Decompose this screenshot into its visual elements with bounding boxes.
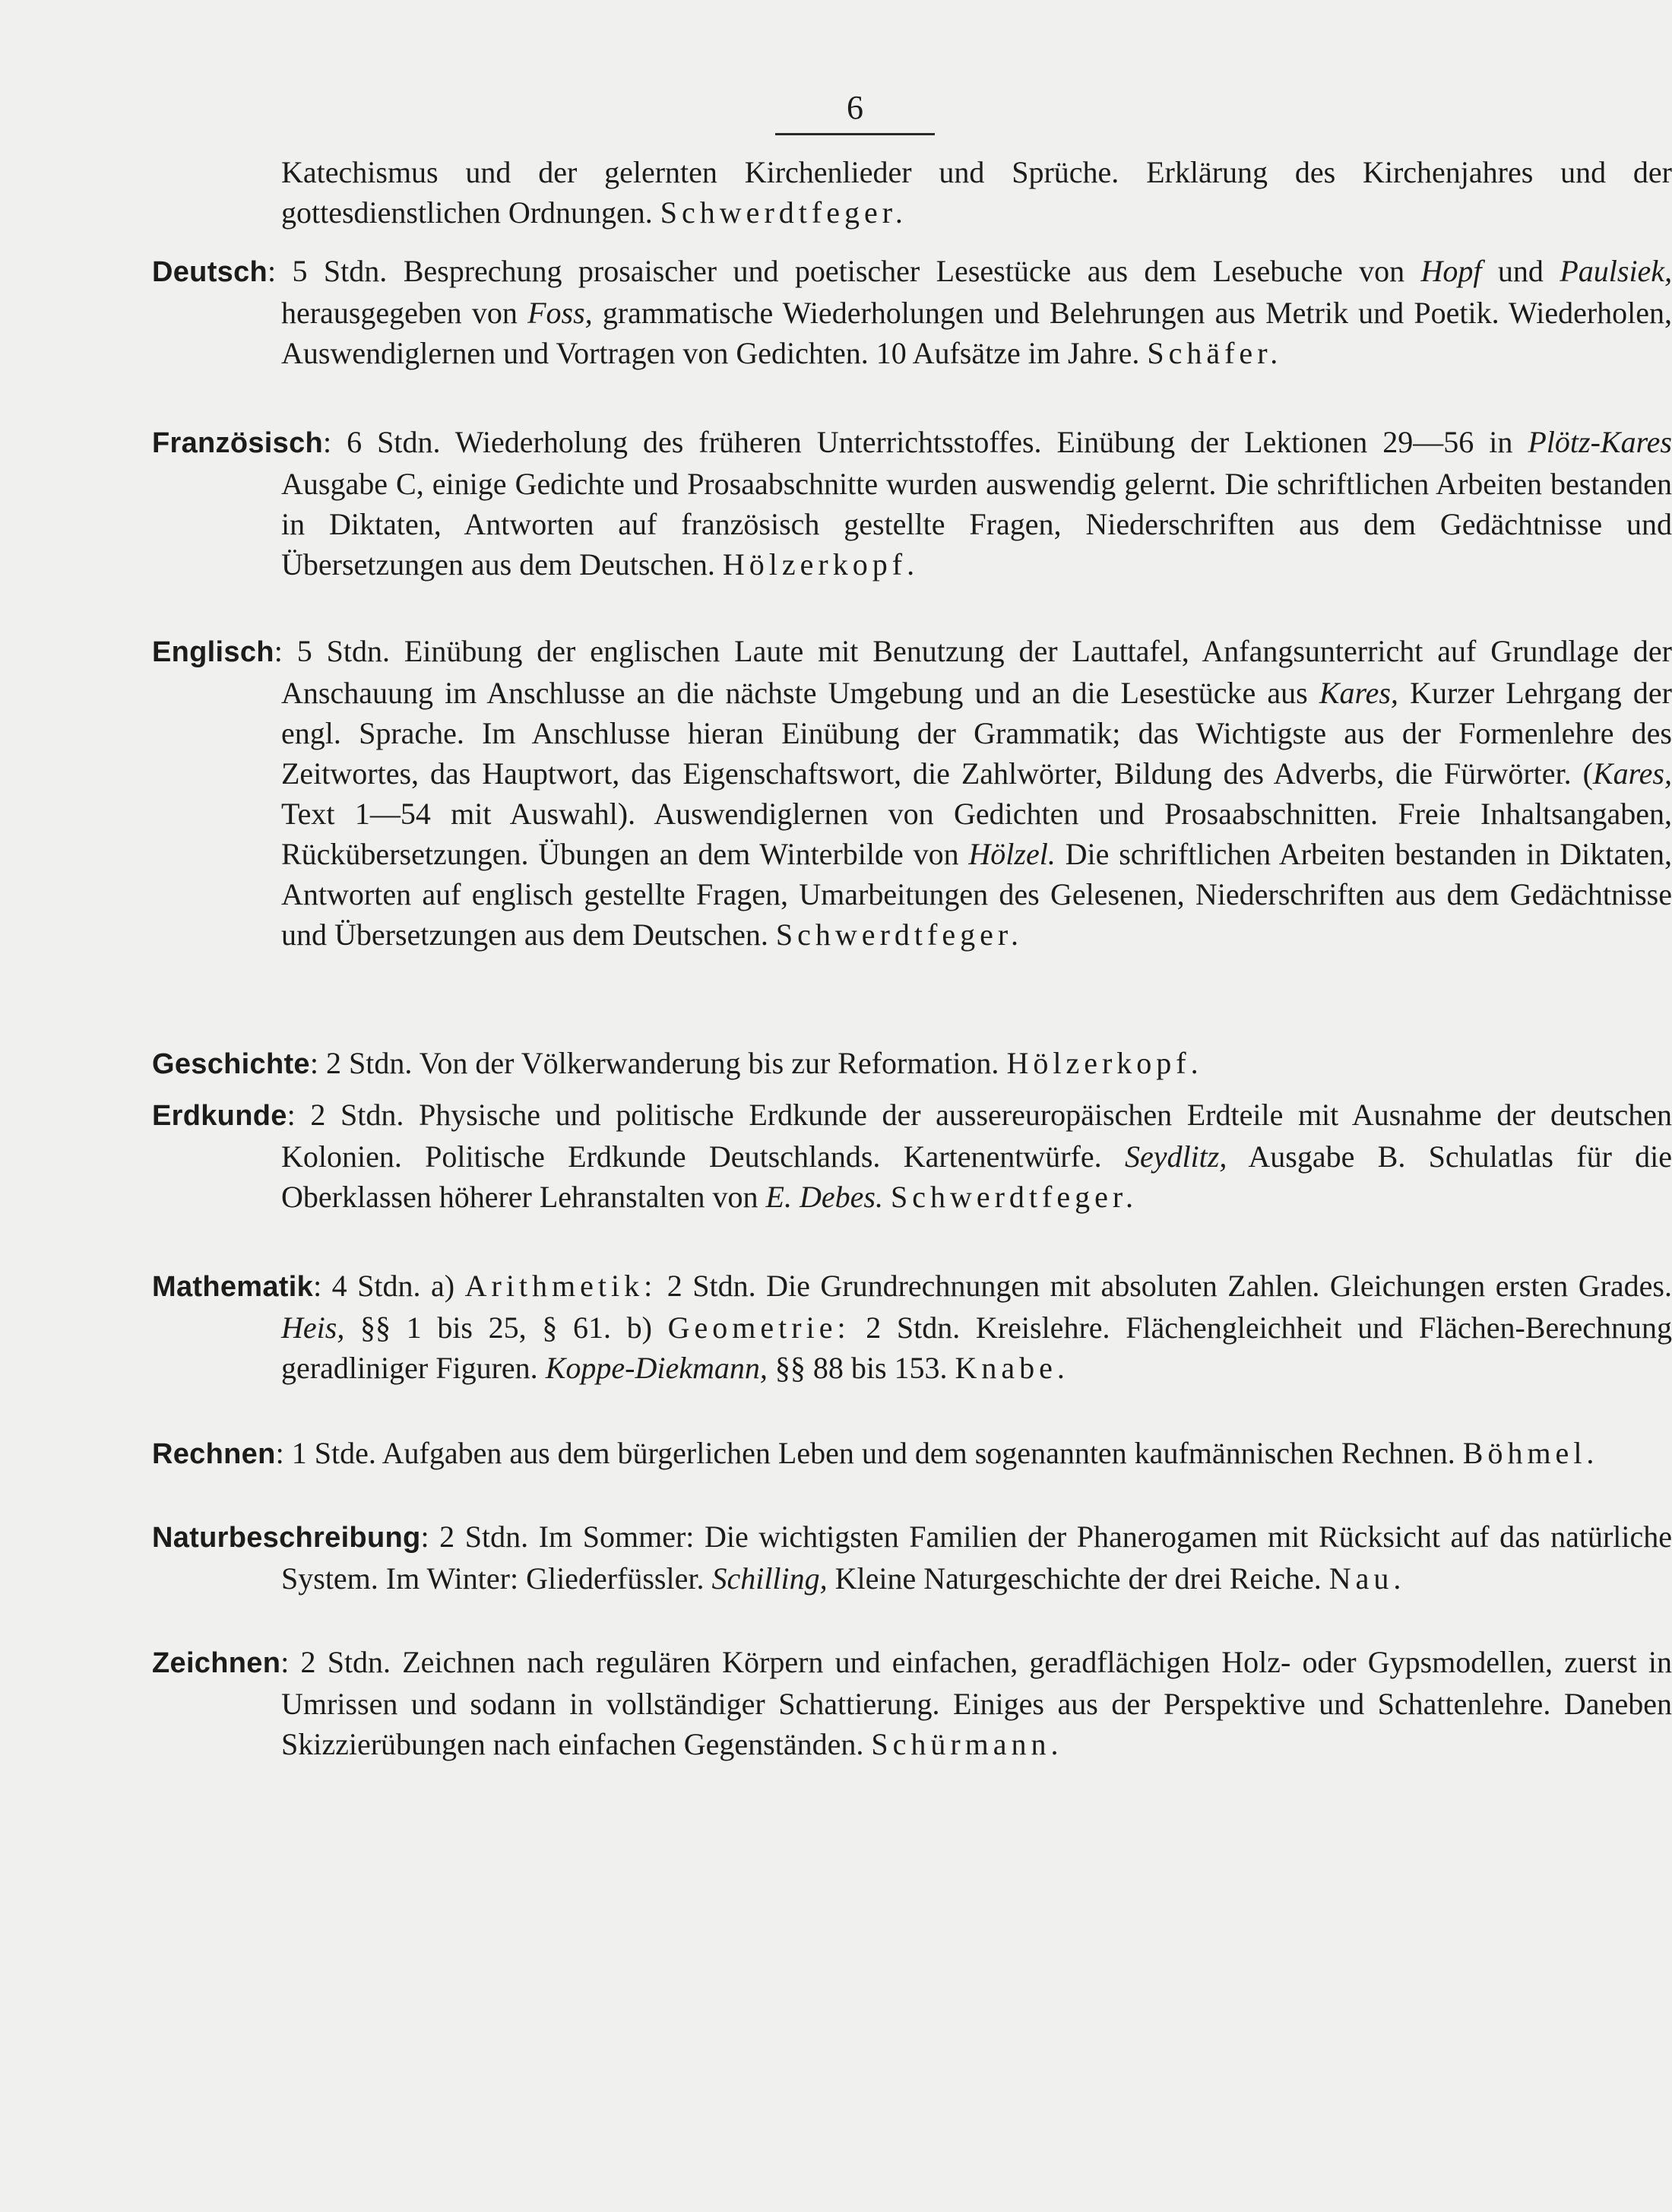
hours: : 1 Stde.	[275, 1436, 376, 1470]
author-name: Seydlitz,	[1124, 1139, 1227, 1174]
teacher-name: Schürmann.	[871, 1727, 1063, 1761]
body-text: 2 Stdn. Kreislehre. Flächengleichheit und Flächen-Berechnung geradliniger Figuren.	[281, 1310, 1672, 1385]
author-name: Hopf	[1420, 254, 1482, 288]
hours: : 2 Stdn.	[287, 1098, 404, 1132]
body-text: Physische und politische Erdkunde der aussereuropäischen Erdteile mit Ausnahme der deutschen Kolonien. Politische Erdkunde Deutschlands. Kartenentwürfe.	[281, 1098, 1672, 1174]
hours: : 4 Stdn.	[313, 1269, 421, 1303]
hours: : 5 Stdn.	[274, 634, 390, 668]
body-text: Wiederholung des früheren Unterrichtsstoffes. Einübung der Lektionen 29—56 in	[454, 425, 1513, 459]
hours: : 2 Stdn.	[280, 1645, 391, 1679]
author-name: Plötz-Kares	[1528, 425, 1672, 459]
subject-heading: Mathematik	[152, 1271, 314, 1303]
teacher-name: Knabe.	[955, 1351, 1069, 1385]
body-text: §§ 88 bis 153.	[774, 1351, 948, 1385]
section-zeichnen	[152, 1642, 1672, 1764]
section-geschichte	[152, 1043, 1672, 1085]
hours: : 2 Stdn.	[309, 1046, 413, 1080]
author-name: Paulsiek,	[1560, 254, 1672, 288]
body-text: Aufgaben aus dem bürgerlichen Leben und dem sogenannten kaufmännischen Rechnen.	[382, 1436, 1455, 1470]
subject-heading: Geschichte	[152, 1048, 310, 1080]
teacher-name: Hölzerkopf.	[722, 547, 920, 582]
body-text: und	[1497, 254, 1544, 288]
body-text: Im Sommer: Die wichtigsten Familien der Phanerogamen mit Rücksicht auf das natürliche System. Im Winter: Gliederfüssler.	[281, 1520, 1672, 1596]
body-text: a)	[431, 1269, 455, 1303]
intro-text: Katechismus und der gelernten Kirchenlieder und Sprüche. Erklärung des Kirchenjahres und der gottesdienstlichen Ordnungen.	[281, 155, 1672, 230]
author-name: Koppe-Diekmann,	[545, 1351, 768, 1385]
body-text: grammatische Wiederholungen und Belehrungen aus Metrik und Poetik. Wiederholen, Auswendiglernen und Vortragen von Gedichten. 10 Aufsätze im Jahre.	[281, 296, 1672, 370]
intro-paragraph	[152, 152, 1672, 233]
body-text: §§ 1 bis 25, § 61. b)	[360, 1310, 652, 1345]
body-text: Einübung der englischen Laute mit Benutzung der Lauttafel, Anfangsunterricht auf Grundlage der Anschauung im Anschlusse an die nächste Umgebung und an die Lesestücke aus	[281, 634, 1672, 710]
body-text: Die schriftlichen Arbeiten bestanden in Diktaten, Antworten auf englisch gestellte Fragen, Umarbeitungen des Gelesenen, Niederschriften aus dem Gedächtnisse und Übersetzungen aus dem Deutschen.	[281, 837, 1672, 952]
teacher-name: Nau.	[1328, 1561, 1406, 1596]
body-text: Zeichnen nach regulären Körpern und einfachen, geradflächigen Holz- oder Gypsmodellen, zuerst in Umrissen und sodann in vollständiger Schattierung. Einiges aus der Perspektive und Schattenlehre. Daneben Skizzierübungen nach einfachen Gegenständen.	[281, 1645, 1672, 1761]
body-text: Von der Völkerwanderung bis zur Reformation.	[419, 1046, 999, 1080]
subsection-label: Geometrie:	[667, 1310, 850, 1345]
subject-heading: Rechnen	[152, 1438, 276, 1470]
teacher-name: Schäfer.	[1147, 336, 1283, 370]
body-text: Besprechung prosaischer und poetischer Lesestücke aus dem Lesebuche von	[403, 254, 1405, 288]
subject-heading: Deutsch	[152, 256, 268, 288]
body-text: herausgegeben von	[281, 296, 518, 330]
section-franzoesisch	[152, 422, 1672, 585]
body-text: Ausgabe B. Schulatlas für die Oberklassen höherer Lehranstalten von	[281, 1139, 1672, 1214]
subsection-label: Arithmetik:	[464, 1269, 657, 1303]
teacher-name: Schwerdtfeger.	[660, 195, 907, 230]
author-name: Heis,	[281, 1310, 345, 1345]
subject-heading: Französisch	[152, 427, 324, 459]
hours: : 5 Stdn.	[268, 254, 388, 288]
section-naturbeschreibung	[152, 1516, 1672, 1599]
author-name: Foss,	[527, 296, 593, 330]
body-text: Text 1—54 mit Auswahl). Auswendiglernen von Gedichten und Prosaabschnitten. Freie Inhaltsangaben, Rückübersetzungen. Übungen an dem Winterbilde von	[281, 797, 1672, 871]
teacher-name: Böhmel.	[1462, 1436, 1599, 1470]
author-name: Kares,	[1592, 756, 1672, 791]
subject-heading: Naturbeschreibung	[152, 1522, 421, 1554]
teacher-name: Hölzerkopf.	[1006, 1046, 1203, 1080]
teacher-name: Schwerdtfeger.	[890, 1180, 1138, 1214]
subject-heading: Erdkunde	[152, 1100, 287, 1132]
hours: : 2 Stdn.	[420, 1520, 529, 1554]
page-number-rule	[775, 133, 935, 135]
hours: : 6 Stdn.	[323, 425, 441, 459]
body-text: Kurzer Lehrgang der engl. Sprache. Im Anschlusse hieran Einübung der Grammatik; das Wichtigste aus der Formenlehre des Zeitwortes, das Hauptwort, das Eigenschaftswort, die Zahlwörter, Bildung des Adverbs, die Fürwörter. (	[281, 676, 1672, 791]
subject-heading: Englisch	[152, 636, 274, 668]
subject-heading: Zeichnen	[152, 1647, 281, 1679]
section-englisch	[152, 631, 1672, 955]
section-rechnen	[152, 1433, 1672, 1475]
section-mathematik	[152, 1266, 1672, 1388]
body-text: Kleine Naturgeschichte der drei Reiche.	[834, 1561, 1322, 1596]
author-name: Schilling,	[711, 1561, 828, 1596]
section-erdkunde	[152, 1095, 1672, 1217]
teacher-name: Schwerdtfeger.	[775, 917, 1023, 952]
section-deutsch	[152, 251, 1672, 373]
author-name: Kares,	[1319, 676, 1398, 710]
author-name: E. Debes.	[765, 1180, 883, 1214]
author-name: Hölzel.	[968, 837, 1056, 871]
body-text: 2 Stdn. Die Grundrechnungen mit absoluten Zahlen. Gleichungen ersten Grades.	[667, 1269, 1672, 1303]
body-text: Ausgabe C, einige Gedichte und Prosaabschnitte wurden auswendig gelernt. Die schriftlichen Arbeiten bestanden in Diktaten, Antworten auf französisch gestellte Fragen, Niederschriften aus dem Gedächtnisse und Übersetzungen aus dem Deutschen.	[281, 467, 1672, 582]
page-number: 6	[847, 89, 863, 126]
